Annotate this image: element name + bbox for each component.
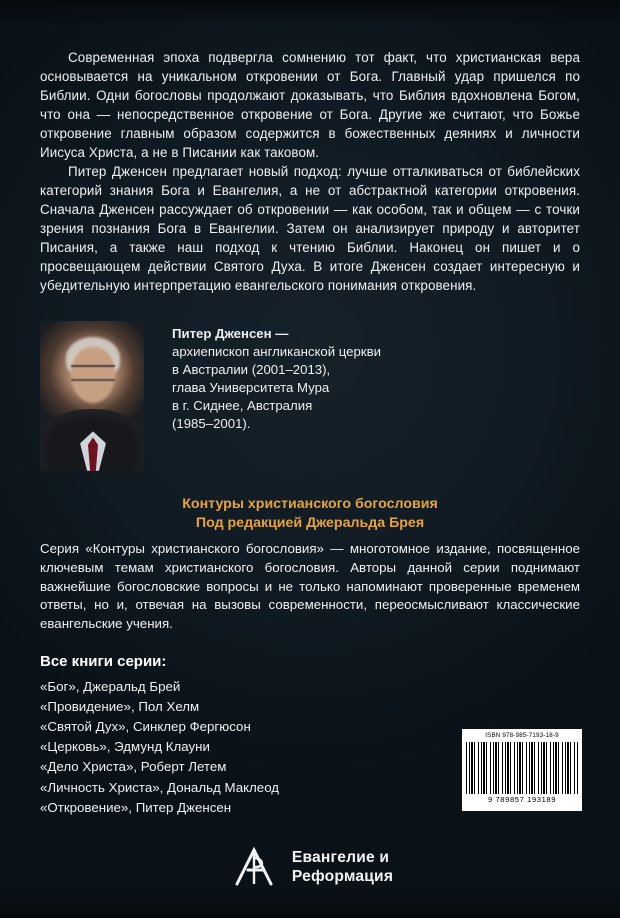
publisher-monogram-icon	[227, 840, 281, 894]
author-photo	[40, 321, 144, 471]
barcode-digits: 9 789857 193189	[487, 795, 557, 804]
author-bio-line: глава Университета Мура	[172, 380, 330, 396]
series-description: Серия «Контуры христианского богословия» — многотомное издание, посвященное ключевым темам христианского богословия. Авторы данной серии поднимают важнейшие богословские вопросы и не только напоминают проверенные временем ответы, но и, отвечая на вызовы современности, переосмысливают классические евангельские учения.	[40, 541, 580, 631]
author-bio-line: в Австралии (2001–2013),	[172, 362, 331, 378]
series-heading-line-1: Контуры христианского богословия	[182, 496, 438, 513]
isbn-text: ISBN 978-985-7193-18-9	[485, 732, 559, 739]
list-item: «Святой Дух», Синклер Фергюсон	[40, 718, 251, 734]
portrait-glasses-icon	[71, 365, 115, 381]
books-list-title: Все книги серии:	[40, 652, 167, 670]
list-item: «Личность Христа», Дональд Маклеод	[40, 779, 280, 795]
barcode-bars	[466, 742, 578, 794]
isbn-barcode	[462, 729, 582, 811]
list-item: «Дело Христа», Роберт Летем	[40, 759, 227, 775]
book-blurb	[40, 0, 580, 295]
publisher-name-line-2: Реформация	[291, 868, 394, 885]
author-bio-line: архиепископ англиканской церкви	[172, 344, 381, 360]
author-name: Питер Дженсен —	[172, 326, 289, 342]
author-bio	[172, 321, 381, 433]
list-item: «Провидение», Пол Хелм	[40, 698, 200, 714]
series-heading-line-2: Под редакцией Джеральда Брея	[195, 515, 425, 532]
author-bio-line: в г. Сиднее, Австралия	[172, 398, 313, 414]
blurb-paragraph-2: Питер Дженсен предлагает новый подход: лучше отталкиваться от библейских категорий знания Бога и Евангелия, а не от абстрактной категории откровения. Сначала Дженсен рассуждает об откровении — как особом, так и общем — с точки зрения познания Бога в Евангелии. Затем он анализирует природу и авторитет Писания, а также наш подход к чтению Библии. Наконец он пишет и о просвещающем действии Святого Духа. В итоге Дженсен создает интересную и убедительную интерпретацию евангельского понимания откровения.	[40, 164, 580, 294]
publisher-name-line-1: Евангелие и	[291, 848, 390, 866]
publisher-name	[292, 848, 393, 886]
list-item: «Бог», Джеральд Брей	[40, 678, 181, 694]
list-item: «Церковь», Эдмунд Клауни	[40, 739, 210, 755]
author-block	[40, 321, 580, 471]
publisher-block	[0, 840, 620, 894]
blurb-paragraph-1: Современная эпоха подвергла сомнению тот факт, что христианская вера основывается на уникальном откровении от Бога. Главный удар пришелся по Библии. Одни богословы продолжают доказывать, что Библия вдохновлена Богом, что она — непосредственное откровение от Бога. Другие же считают, что Божье откровение главным образом содержится в божественных деяниях и личности Иисуса Христа, а не в Писании как таковом.	[40, 50, 580, 161]
list-item: «Откровение», Питер Дженсен	[40, 799, 232, 815]
series-heading	[40, 495, 580, 533]
author-bio-line: (1985–2001).	[172, 416, 251, 432]
